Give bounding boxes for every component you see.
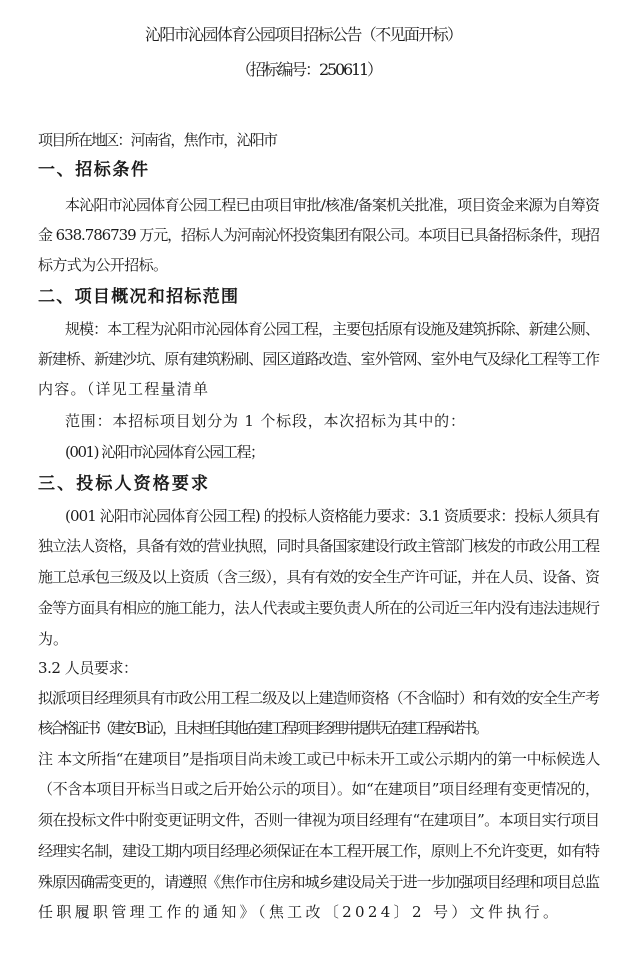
paragraph-line: 内容。（详见工程量清单 (38, 380, 210, 398)
note-line: 注 本文所指“在建项目”是指项目尚未竣工或已中标未开工或公示期内的第一中标候选人 (38, 750, 600, 768)
paragraph-line: 本沁阳市沁园体育公园工程已由项目审批/核准/备案机关批准，项目资金来源为自筹资 (65, 196, 600, 214)
document-title: 沁阳市沁园体育公园项目招标公告（不见面开标） (145, 25, 462, 44)
paragraph-line: 为。 (38, 630, 68, 648)
paragraph-line: 新建桥、新建沙坑、原有建筑粉刷、园区道路改造、室外管网、室外电气及绿化工程等工作 (38, 350, 600, 368)
paragraph-line: 金等方面具有相应的施工能力，法人代表或主要负责人所在的公司近三年内没有违法违规行 (38, 599, 600, 617)
note-line: 经理实名制，建设工期内项目经理必须保证在本工程开展工作，原则上不允许变更，如有特 (38, 842, 600, 860)
paragraph-line: 标方式为公开招标。 (38, 256, 168, 274)
paragraph-line: 独立法人资格，具备有效的营业执照，同时具备国家建设行政主管部门核发的市政公用工程 (38, 537, 600, 555)
project-location: 项目所在地区：河南省，焦作市，沁阳市 (38, 131, 277, 149)
paragraph-line: 金 638.786739 万元，招标人为河南沁怀投资集团有限公司。本项目已具备招标条件，现招 (38, 226, 599, 244)
paragraph-line: 范围：本招标项目划分为 1 个标段，本次招标为其中的： (65, 412, 466, 430)
note-line: 任职履职管理工作的通知》（焦工改〔2024〕2 号）文件执行。 (38, 903, 562, 921)
paragraph-line: 核合格证书（建安 B 证），且未担任其他在建工程项目经理并提供无在建工程承诺书。 (38, 719, 487, 737)
bid-number: （招标编号：250611） (236, 60, 381, 79)
note-line: 须在投标文件中附变更证明文件，否则一律视为项目经理有“在建项目”。本项目实行项目 (38, 811, 600, 829)
personnel-heading: 3.2 人员要求： (38, 659, 138, 677)
paragraph-line: 施工总承包三级及以上资质（含三级），具有有效的安全生产许可证，并在人员、设备、资 (38, 568, 600, 586)
paragraph-line: (001) 沁阳市沁园体育公园工程； (65, 443, 264, 461)
paragraph-line: 拟派项目经理须具有市政公用工程二级及以上建造师资格（不含临时）和有效的安全生产考 (38, 689, 600, 707)
section-heading-bid-conditions: 一、招标条件 (38, 160, 150, 180)
note-line: 殊原因确需变更的，请遵照《焦作市住房和城乡建设局关于进一步加强项目经理和项目总监 (38, 873, 600, 891)
paragraph-line: (001 沁阳市沁园体育公园工程) 的投标人资格能力要求：3.1 资质要求：投标人须具有 (65, 507, 600, 525)
note-line: （不含本项目开标当日或之后开始公示的项目）。如“在建项目”项目经理有变更情况的， (38, 780, 600, 798)
paragraph-line: 规模：本工程为沁阳市沁园体育公园工程，主要包括原有设施及建筑拆除、新建公厕、 (65, 320, 600, 338)
section-heading-bidder-qualification: 三、投标人资格要求 (38, 474, 211, 494)
section-heading-project-overview: 二、项目概况和招标范围 (38, 287, 240, 307)
